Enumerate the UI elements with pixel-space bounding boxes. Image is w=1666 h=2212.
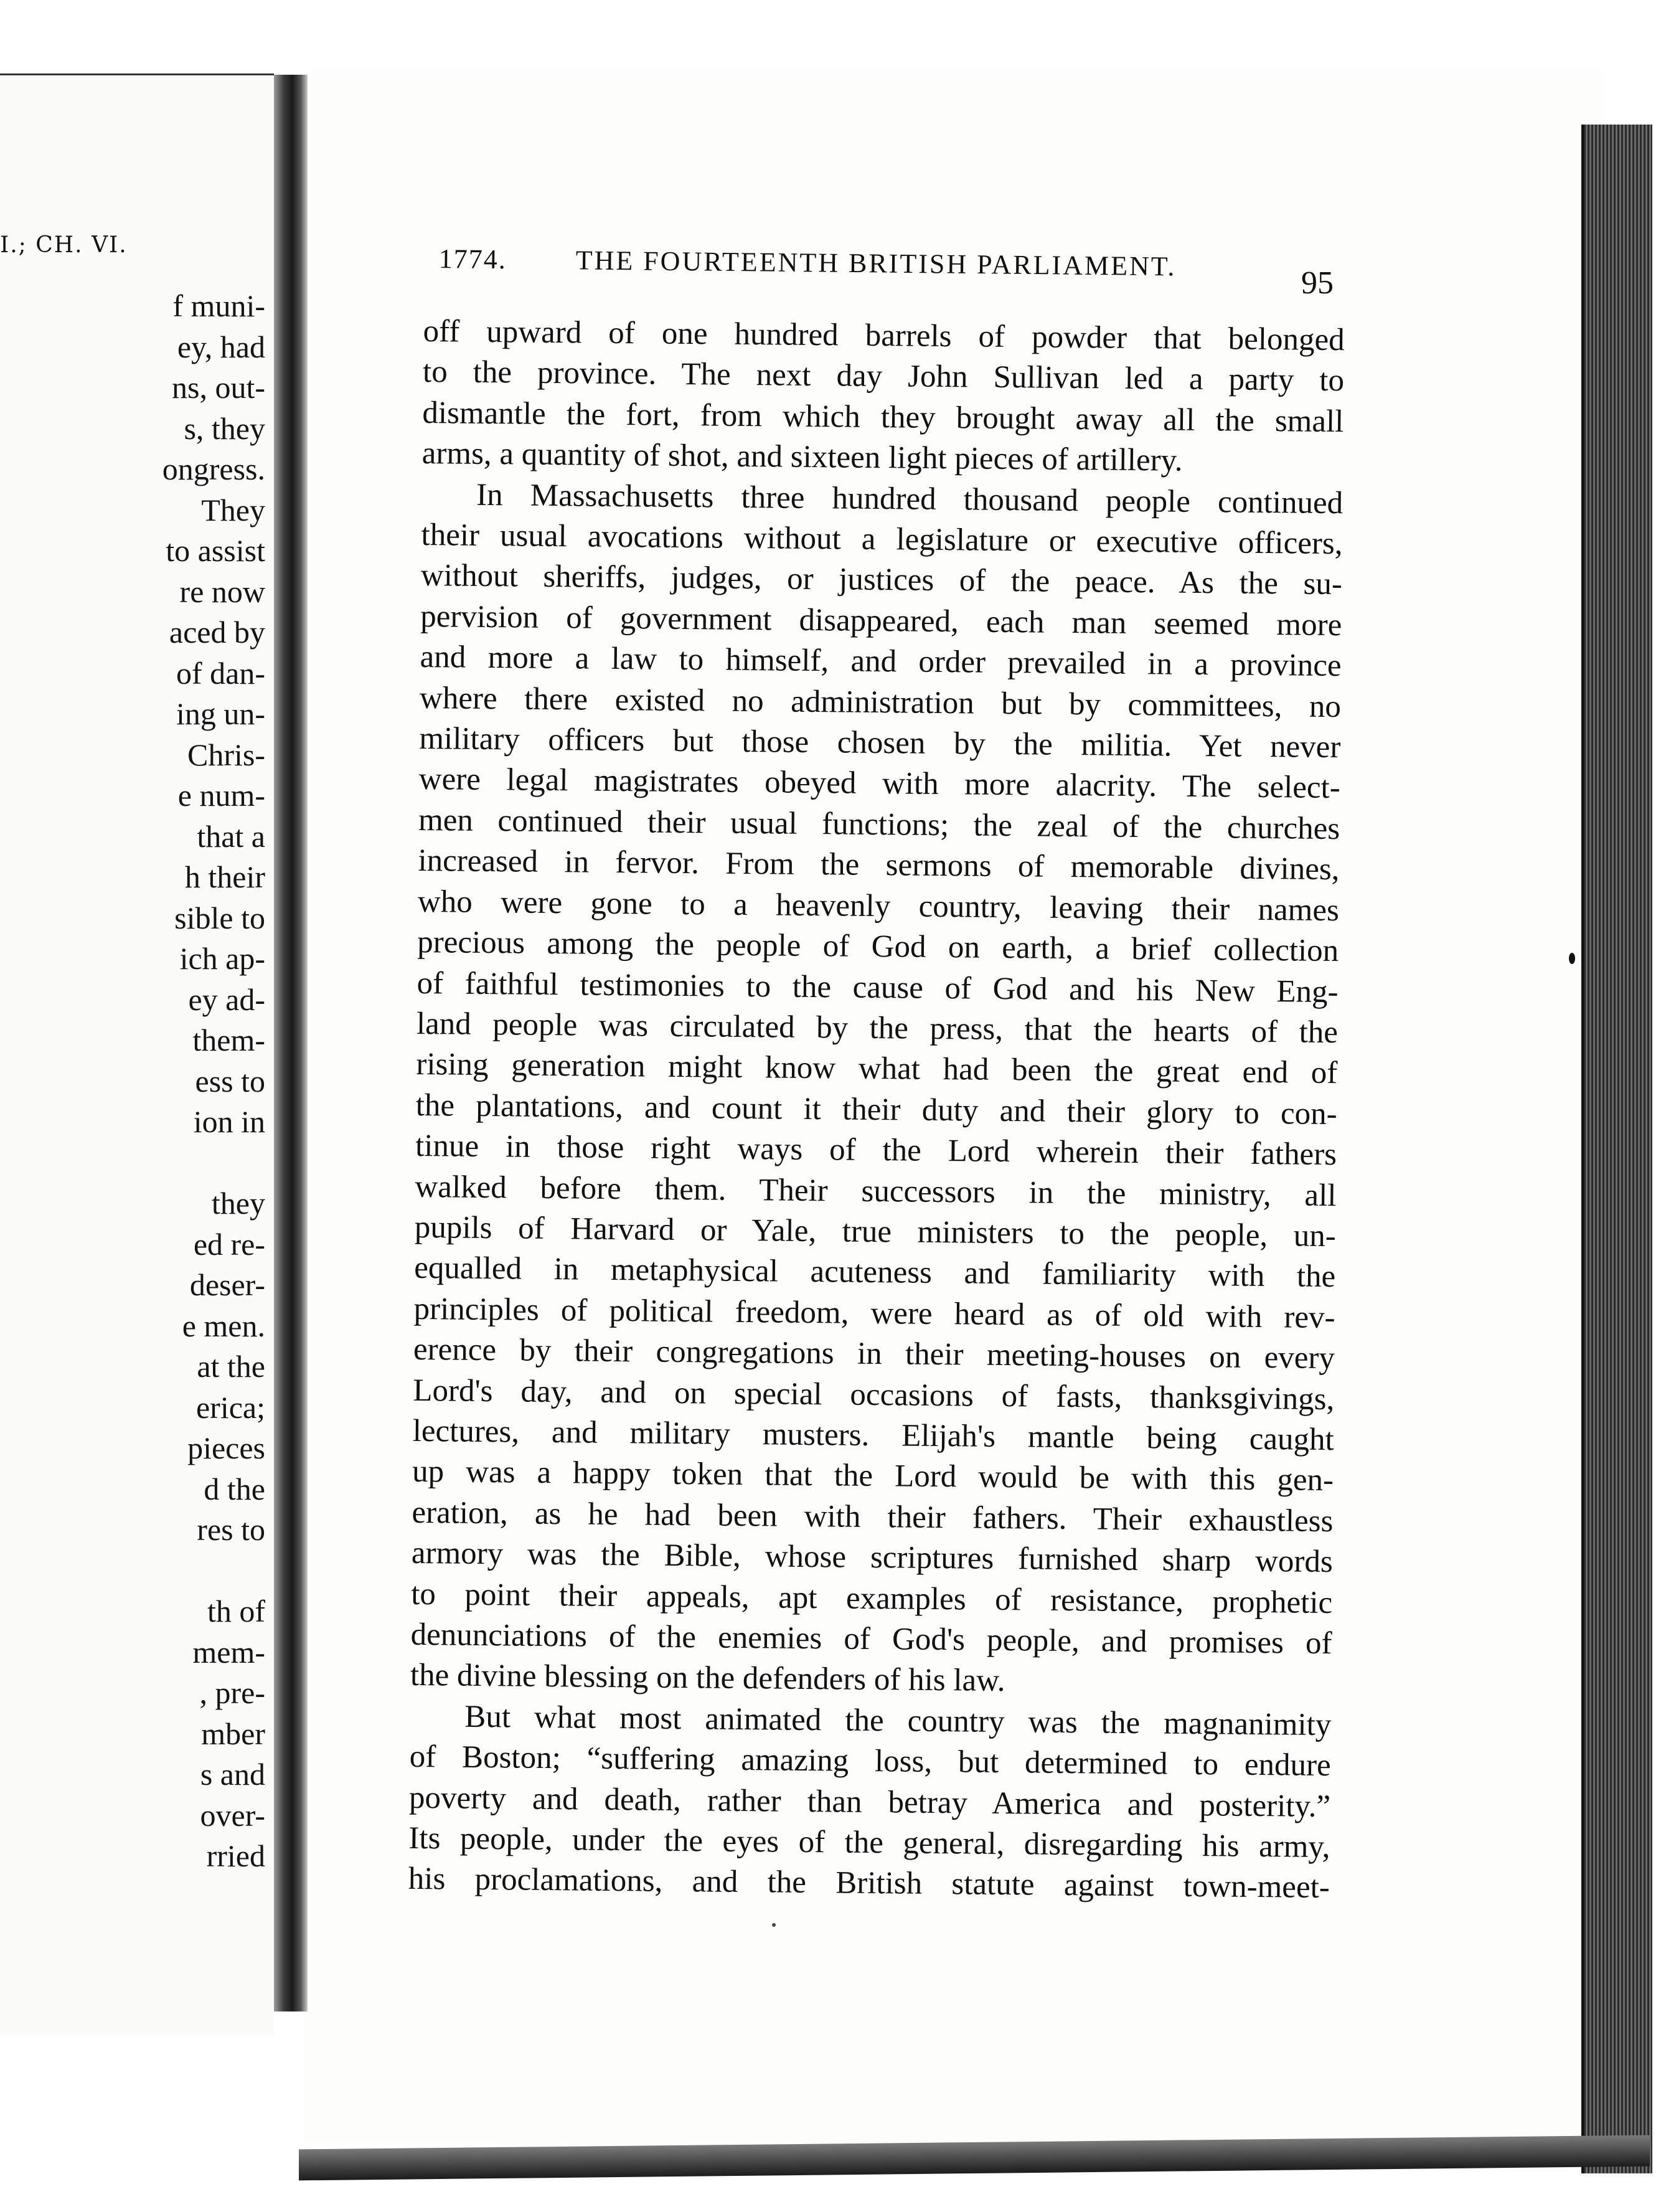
left-line: erica; <box>195 1389 265 1425</box>
left-line: They <box>201 492 265 527</box>
text-line: his proclamations, and the British statute against town-meet- <box>408 1861 1330 1906</box>
running-head-year: 1774. <box>438 243 507 275</box>
left-line: pieces <box>187 1430 265 1465</box>
text-line: pupils of Harvard or Yale, true ministers to the people, un- <box>414 1209 1337 1254</box>
left-line: th of <box>207 1594 265 1628</box>
left-line: at the <box>197 1349 265 1384</box>
text-line: off upward of one hundred barrels of powder that belonged <box>423 313 1345 358</box>
text-line: eration, as he had been with their fathers. Their exhaustless <box>412 1495 1334 1539</box>
left-line: deser- <box>189 1267 265 1302</box>
left-line: that a <box>197 818 265 854</box>
left-line: s and <box>200 1757 265 1792</box>
text-line: poverty and death, rather than betray America and posterity.” <box>408 1780 1331 1824</box>
text-line: military officers but those chosen by the militia. Yet never <box>419 721 1341 765</box>
text-line: land people was circulated by the press, that the hearts of the <box>416 1006 1339 1051</box>
left-line: ich ap- <box>179 941 265 976</box>
left-line: of dan- <box>176 655 265 691</box>
left-line: ns, out- <box>172 370 265 405</box>
left-line: s, they <box>184 410 265 446</box>
body-text <box>408 311 1345 1909</box>
text-line: to the province. The next day John Sullivan led a party to <box>422 354 1345 399</box>
text-line: In Massachusetts three hundred thousand people continued <box>476 477 1344 521</box>
left-line: ey, had <box>177 329 265 364</box>
left-line: re now <box>179 574 265 609</box>
left-line: , pre- <box>199 1675 265 1710</box>
text-line: Its people, under the eyes of the general, disregarding his army, <box>408 1820 1330 1865</box>
book-bottom-edge <box>299 2135 1650 2181</box>
margin-ink-mark <box>1569 953 1575 964</box>
left-line: ey ad- <box>188 981 265 1017</box>
text-line: were legal magistrates obeyed with more alacrity. The select- <box>418 762 1340 806</box>
text-line: the divine blessing on the defenders of his law. <box>410 1658 1005 1699</box>
left-line: ed re- <box>193 1226 265 1262</box>
left-page <box>0 73 274 2037</box>
left-line: rried <box>206 1838 265 1873</box>
left-line: over- <box>200 1797 265 1833</box>
text-line: pervision of government disappeared, each man seemed more <box>420 598 1342 643</box>
text-line: walked before them. Their successors in the ministry, all <box>415 1169 1337 1213</box>
text-line: who were gone to a heavenly country, leaving their names <box>417 884 1340 928</box>
text-line: Lord's day, and on special occasions of fasts, thanksgivings, <box>413 1373 1335 1417</box>
left-line: ion in <box>193 1104 265 1139</box>
text-line: armory was the Bible, whose scriptures furnished sharp words <box>411 1536 1334 1580</box>
text-line: lectures, and military musters. Elijah's mantle being caught <box>412 1413 1334 1458</box>
left-line: to assist <box>166 533 265 568</box>
page-stack-edge <box>1581 125 1652 2173</box>
text-line: to point their appeals, apt examples of resistance, prophetic <box>410 1576 1333 1620</box>
text-line: and more a law to himself, and order prevailed in a province <box>420 640 1342 684</box>
left-line: mber <box>201 1716 265 1751</box>
text-line: denunciations of the enemies of God's people, and promises of <box>410 1617 1332 1661</box>
binding-gutter <box>274 75 308 2011</box>
left-line-gap <box>4 1551 265 1592</box>
text-line: where there existed no administration but by committees, no <box>419 680 1342 724</box>
left-line: them- <box>192 1023 265 1057</box>
left-line: d the <box>204 1471 265 1506</box>
text-line: their usual avocations without a legislature or executive officers, <box>421 518 1343 562</box>
left-line: res to <box>197 1512 265 1547</box>
text-line: arms, a quantity of shot, and sixteen light pieces of artillery. <box>421 436 1183 478</box>
text-line: men continued their usual functions; the zeal of the churches <box>418 802 1340 847</box>
text-line: of faithful testimonies to the cause of God and his New Eng- <box>416 965 1339 1009</box>
left-running-head: I.; CH. VI. <box>0 232 128 258</box>
left-line: ess to <box>195 1063 265 1099</box>
left-line: mem- <box>192 1634 265 1670</box>
text-line: the plantations, and count it their duty and their glory to con- <box>415 1087 1337 1132</box>
text-line: erence by their congregations in their meeting-houses on every <box>413 1332 1335 1376</box>
left-line: f muni- <box>172 288 265 323</box>
running-head-title: THE FOURTEENTH BRITISH PARLIAMENT. <box>575 245 1177 282</box>
page-number: 95 <box>1301 265 1334 301</box>
left-line-gap <box>4 1143 265 1184</box>
text-line: principles of political freedom, were heard as of old with rev- <box>413 1291 1335 1335</box>
left-line: ongress. <box>162 451 265 486</box>
left-line: Chris- <box>187 737 265 772</box>
left-line: ing un- <box>176 696 265 731</box>
left-line: h their <box>184 859 265 894</box>
text-line: tinue in those right ways of the Lord wherein their fathers <box>415 1128 1337 1173</box>
text-line: But what most animated the country was the magnanimity <box>464 1699 1332 1742</box>
text-line: of Boston; “suffering amazing loss, but determined to endure <box>409 1739 1331 1784</box>
left-line: e num- <box>177 778 265 813</box>
text-line: dismantle the fort, from which they brought away all the small <box>422 395 1344 440</box>
ink-speck <box>772 1923 776 1927</box>
text-line: increased in fervor. From the sermons of memorable divines, <box>418 843 1340 887</box>
left-page-text <box>4 286 265 1877</box>
left-line: they <box>211 1186 265 1221</box>
text-line: without sheriffs, judges, or justices of the peace. As the su- <box>420 558 1343 602</box>
text-line: rising generation might know what had been the great end of <box>416 1047 1338 1091</box>
text-line: equalled in metaphysical acuteness and familiarity with the <box>413 1250 1336 1295</box>
left-line: e men. <box>182 1308 265 1343</box>
left-line: sible to <box>174 900 265 935</box>
left-line: aced by <box>169 615 265 650</box>
text-line: up was a happy token that the Lord would be with this gen- <box>412 1454 1334 1498</box>
text-line: precious among the people of God on earth, a brief collection <box>417 925 1339 969</box>
